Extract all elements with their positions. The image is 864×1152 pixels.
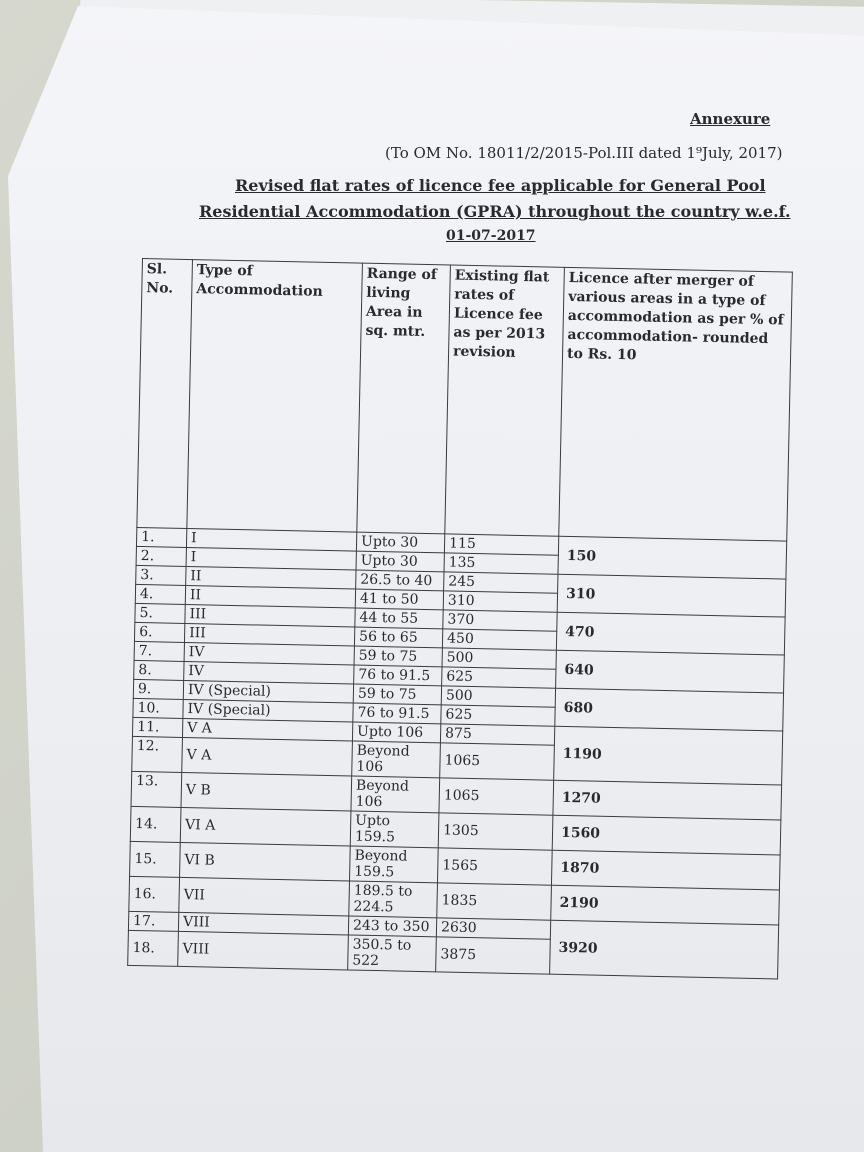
cell-type: V B bbox=[181, 772, 352, 811]
cell-sl: 6. bbox=[134, 622, 184, 642]
cell-existing: 135 bbox=[444, 553, 558, 574]
title-line-2: Residential Accommodation (GPRA) throughout the country w.e.f. bbox=[199, 202, 791, 221]
cell-type: VI B bbox=[180, 842, 351, 881]
cell-existing: 1065 bbox=[440, 743, 555, 780]
cell-range: 41 to 50 bbox=[355, 589, 443, 610]
cell-type: III bbox=[185, 604, 355, 627]
cell-sl: 11. bbox=[132, 717, 182, 737]
cell-licence: 3920 bbox=[550, 920, 779, 979]
cell-licence: 1870 bbox=[551, 850, 780, 890]
cell-licence: 1270 bbox=[553, 780, 782, 820]
cell-licence: 150 bbox=[558, 536, 787, 579]
cell-existing: 1305 bbox=[438, 813, 553, 850]
cell-sl: 5. bbox=[135, 603, 185, 623]
cell-type: IV bbox=[184, 642, 354, 665]
cell-sl: 9. bbox=[133, 679, 183, 699]
cell-type: IV bbox=[184, 661, 354, 684]
cell-existing: 115 bbox=[444, 534, 558, 555]
cell-sl: 17. bbox=[128, 911, 178, 931]
licence-fee-table bbox=[127, 258, 793, 979]
cell-type: IV (Special) bbox=[183, 699, 353, 722]
title-date: 01-07-2017 bbox=[446, 228, 536, 244]
cell-range: Upto 30 bbox=[356, 532, 444, 553]
cell-type: V A bbox=[182, 737, 353, 776]
cell-type: VII bbox=[179, 877, 350, 916]
cell-existing: 625 bbox=[441, 705, 555, 726]
cell-sl: 1. bbox=[136, 527, 186, 547]
cell-range: 59 to 75 bbox=[353, 684, 441, 705]
cell-licence: 470 bbox=[556, 612, 785, 655]
col-header-existing: Existing flat rates of Licence fee as per 2013 revision bbox=[445, 265, 565, 536]
cell-licence: 2190 bbox=[551, 885, 780, 925]
cell-sl: 8. bbox=[134, 660, 184, 680]
cell-sl: 3. bbox=[136, 565, 186, 585]
cell-sl: 18. bbox=[128, 930, 179, 966]
cell-type: I bbox=[186, 528, 356, 551]
cell-sl: 16. bbox=[129, 876, 180, 912]
cell-licence: 1190 bbox=[554, 726, 783, 785]
cell-range: 59 to 75 bbox=[354, 646, 442, 667]
cell-range: Upto 106 bbox=[352, 722, 440, 743]
col-header-range: Range of living Area in sq. mtr. bbox=[357, 263, 451, 534]
cell-existing: 450 bbox=[442, 629, 556, 650]
cell-type: VIII bbox=[178, 931, 349, 970]
cell-existing: 500 bbox=[441, 686, 555, 707]
cell-licence: 680 bbox=[555, 688, 784, 731]
cell-range: Upto 159.5 bbox=[350, 811, 439, 848]
cell-existing: 245 bbox=[444, 572, 558, 593]
cell-range: 350.5 to 522 bbox=[348, 935, 437, 972]
cell-existing: 3875 bbox=[436, 937, 551, 974]
cell-range: Beyond 106 bbox=[352, 741, 441, 778]
cell-type: IV (Special) bbox=[183, 680, 353, 703]
cell-existing: 2630 bbox=[436, 918, 550, 939]
title-line-1: Revised flat rates of licence fee applicable for General Pool bbox=[235, 176, 766, 195]
cell-licence: 310 bbox=[557, 574, 786, 617]
om-reference: (To OM No. 18011/2/2015-Pol.III dated 1⁹July, 2017) bbox=[385, 144, 783, 162]
cell-range: Beyond 159.5 bbox=[349, 846, 438, 883]
cell-type: I bbox=[186, 547, 356, 570]
cell-range: 44 to 55 bbox=[355, 608, 443, 629]
table-header-row bbox=[137, 259, 792, 542]
cell-sl: 15. bbox=[130, 841, 181, 877]
cell-range: Beyond 106 bbox=[351, 776, 440, 813]
cell-type: VI A bbox=[180, 807, 351, 846]
col-header-type: Type of Accommodation bbox=[187, 260, 363, 533]
col-header-sl: Sl. No. bbox=[137, 259, 193, 529]
cell-range: 56 to 65 bbox=[354, 627, 442, 648]
cell-range: 243 to 350 bbox=[348, 916, 436, 937]
cell-range: 76 to 91.5 bbox=[354, 665, 442, 686]
cell-type: III bbox=[184, 623, 354, 646]
cell-range: Upto 30 bbox=[356, 551, 444, 572]
cell-sl: 14. bbox=[130, 806, 181, 842]
cell-existing: 1065 bbox=[439, 778, 554, 815]
cell-existing: 370 bbox=[443, 610, 557, 631]
cell-type: V A bbox=[182, 718, 352, 741]
cell-type: VIII bbox=[178, 912, 348, 935]
cell-existing: 625 bbox=[442, 667, 556, 688]
cell-existing: 500 bbox=[442, 648, 556, 669]
cell-licence: 640 bbox=[556, 650, 785, 693]
cell-existing: 1565 bbox=[437, 848, 552, 885]
cell-sl: 12. bbox=[132, 736, 183, 772]
annexure-label: Annexure bbox=[690, 110, 771, 128]
cell-sl: 2. bbox=[136, 546, 186, 566]
cell-existing: 875 bbox=[440, 724, 554, 745]
cell-type: II bbox=[186, 566, 356, 589]
cell-range: 26.5 to 40 bbox=[356, 570, 444, 591]
cell-sl: 7. bbox=[134, 641, 184, 661]
cell-sl: 4. bbox=[135, 584, 185, 604]
cell-existing: 1835 bbox=[437, 883, 552, 920]
cell-existing: 310 bbox=[443, 591, 557, 612]
col-header-licence: Licence after merger of various areas in a type of accommodation as per % of accommodation- rounded to Rs. 10 bbox=[559, 267, 793, 541]
cell-sl: 10. bbox=[133, 698, 183, 718]
cell-licence: 1560 bbox=[552, 815, 781, 855]
cell-sl: 13. bbox=[131, 771, 182, 807]
cell-type: II bbox=[185, 585, 355, 608]
cell-range: 189.5 to 224.5 bbox=[349, 881, 438, 918]
cell-range: 76 to 91.5 bbox=[353, 703, 441, 724]
